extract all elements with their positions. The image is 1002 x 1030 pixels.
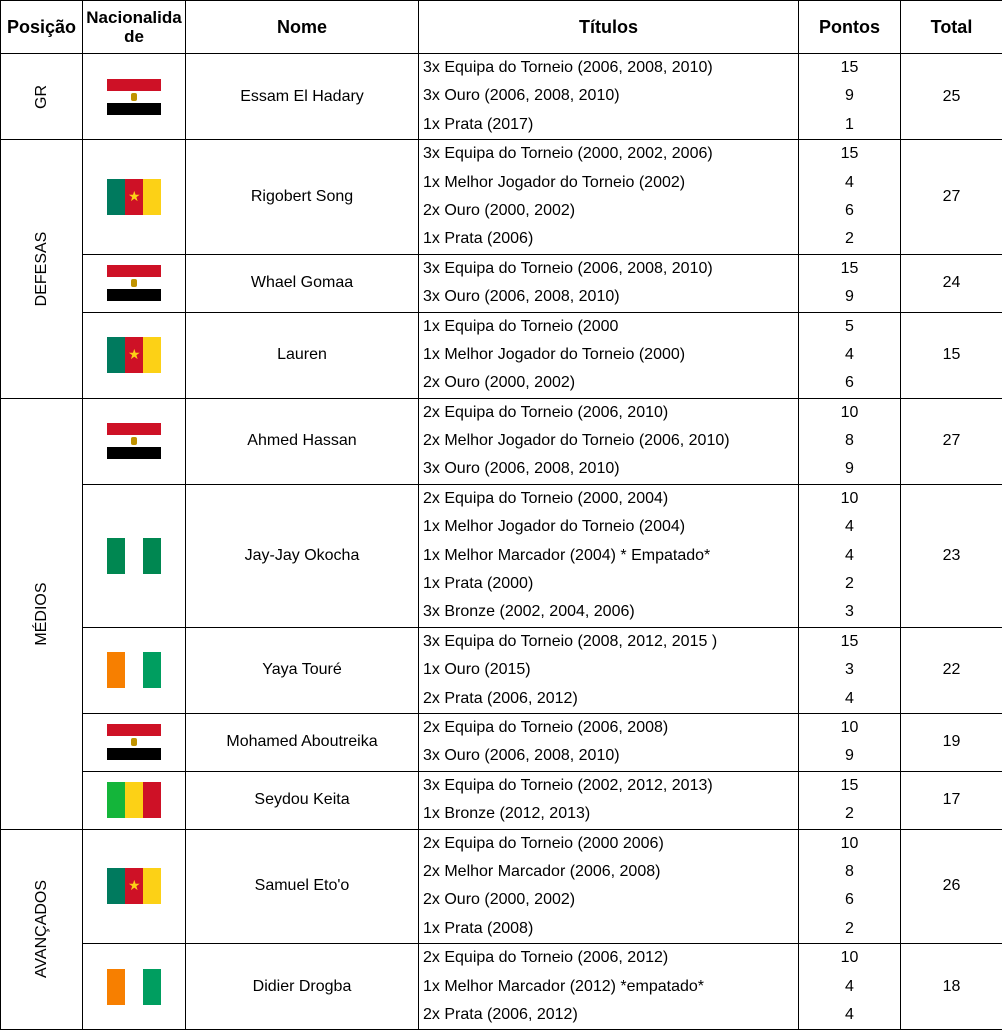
- points-line: 10: [799, 944, 900, 972]
- header-nacionalidade-text: Nacionalidade: [86, 8, 182, 46]
- egypt-flag-icon: [107, 265, 161, 301]
- table-row: [1, 398, 1002, 484]
- points-cell: [799, 254, 901, 312]
- points-cell: [799, 54, 901, 140]
- title-line: 3x Bronze (2002, 2004, 2006): [423, 598, 798, 626]
- title-line: 2x Equipa do Torneio (2000 2006): [423, 830, 798, 858]
- title-line: 1x Melhor Jogador do Torneio (2004): [423, 513, 798, 541]
- position-label: AVANÇADOS: [33, 880, 51, 978]
- title-line: 3x Ouro (2006, 2008, 2010): [423, 455, 798, 483]
- points-line: 3: [799, 656, 900, 684]
- nationality-cell: [83, 771, 186, 829]
- eagle-emblem-icon: [131, 437, 137, 445]
- table-row: [1, 312, 1002, 398]
- header-titulos: Títulos: [419, 1, 799, 54]
- points-line: 8: [799, 858, 900, 886]
- points-line: 4: [799, 1001, 900, 1029]
- player-name: Essam El Hadary: [186, 54, 419, 140]
- position-label: MÉDIOS: [33, 582, 51, 645]
- points-line: 9: [799, 82, 900, 110]
- star-icon: ★: [128, 188, 140, 204]
- header-total: Total: [901, 1, 1002, 54]
- nationality-cell: [83, 829, 186, 944]
- title-line: 3x Ouro (2006, 2008, 2010): [423, 82, 798, 110]
- titles-cell: [419, 944, 799, 1030]
- points-line: 4: [799, 973, 900, 1001]
- total-cell: 25: [901, 54, 1002, 140]
- title-line: 3x Ouro (2006, 2008, 2010): [423, 742, 798, 770]
- ivory-coast-flag-icon: [107, 969, 161, 1005]
- points-line: 15: [799, 140, 900, 168]
- title-line: 2x Melhor Marcador (2006, 2008): [423, 858, 798, 886]
- title-line: 2x Equipa do Torneio (2000, 2004): [423, 485, 798, 513]
- title-line: 1x Prata (2008): [423, 915, 798, 943]
- points-line: 6: [799, 197, 900, 225]
- points-line: 15: [799, 772, 900, 800]
- title-line: 2x Ouro (2000, 2002): [423, 197, 798, 225]
- star-icon: ★: [128, 346, 140, 362]
- position-label: GR: [33, 85, 51, 109]
- title-line: 3x Equipa do Torneio (2002, 2012, 2013): [423, 772, 798, 800]
- nationality-cell: [83, 398, 186, 484]
- points-line: 2: [799, 570, 900, 598]
- table-row: [1, 54, 1002, 140]
- title-line: 2x Equipa do Torneio (2006, 2010): [423, 399, 798, 427]
- nationality-cell: [83, 312, 186, 398]
- titles-cell: [419, 829, 799, 944]
- total-cell: 15: [901, 312, 1002, 398]
- titles-cell: [419, 771, 799, 829]
- table-row: [1, 829, 1002, 944]
- player-name: Yaya Touré: [186, 627, 419, 713]
- header-pontos: Pontos: [799, 1, 901, 54]
- table-row: [1, 713, 1002, 771]
- table-body: [1, 54, 1002, 1030]
- titles-cell: [419, 54, 799, 140]
- points-cell: [799, 627, 901, 713]
- cameroon-flag-icon: [107, 337, 161, 373]
- points-cell: [799, 312, 901, 398]
- header-row: [1, 1, 1002, 54]
- points-line: 4: [799, 513, 900, 541]
- points-line: 4: [799, 341, 900, 369]
- position-cell: [1, 398, 83, 829]
- points-line: 4: [799, 685, 900, 713]
- player-name: Lauren: [186, 312, 419, 398]
- title-line: 1x Ouro (2015): [423, 656, 798, 684]
- points-line: 4: [799, 169, 900, 197]
- player-name: Mohamed Aboutreika: [186, 713, 419, 771]
- title-line: 2x Prata (2006, 2012): [423, 1001, 798, 1029]
- title-line: 2x Prata (2006, 2012): [423, 685, 798, 713]
- points-line: 2: [799, 225, 900, 253]
- points-line: 9: [799, 742, 900, 770]
- points-cell: [799, 944, 901, 1030]
- egypt-flag-icon: [107, 724, 161, 760]
- cameroon-flag-icon: [107, 179, 161, 215]
- points-line: 9: [799, 455, 900, 483]
- total-cell: 24: [901, 254, 1002, 312]
- titles-cell: [419, 484, 799, 627]
- title-line: 3x Equipa do Torneio (2006, 2008, 2010): [423, 54, 798, 82]
- title-line: 1x Bronze (2012, 2013): [423, 800, 798, 828]
- header-posicao: Posição: [1, 1, 83, 54]
- position-cell: [1, 829, 83, 1030]
- title-line: 2x Ouro (2000, 2002): [423, 369, 798, 397]
- points-line: 15: [799, 255, 900, 283]
- header-nacionalidade: [83, 1, 186, 54]
- points-cell: [799, 398, 901, 484]
- titles-cell: [419, 398, 799, 484]
- titles-cell: [419, 312, 799, 398]
- header-nome: Nome: [186, 1, 419, 54]
- table-row: [1, 944, 1002, 1030]
- points-line: 15: [799, 54, 900, 82]
- player-name: Rigobert Song: [186, 140, 419, 255]
- points-line: 5: [799, 313, 900, 341]
- title-line: 2x Melhor Jogador do Torneio (2006, 2010): [423, 427, 798, 455]
- player-name: Ahmed Hassan: [186, 398, 419, 484]
- player-name: Didier Drogba: [186, 944, 419, 1030]
- points-line: 10: [799, 830, 900, 858]
- title-line: 1x Equipa do Torneio (2000: [423, 313, 798, 341]
- title-line: 1x Melhor Marcador (2004) * Empatado*: [423, 542, 798, 570]
- nationality-cell: [83, 140, 186, 255]
- mali-flag-icon: [107, 782, 161, 818]
- nationality-cell: [83, 54, 186, 140]
- title-line: 3x Equipa do Torneio (2008, 2012, 2015 ): [423, 628, 798, 656]
- points-cell: [799, 484, 901, 627]
- titles-cell: [419, 140, 799, 255]
- nigeria-flag-icon: [107, 538, 161, 574]
- eagle-emblem-icon: [131, 738, 137, 746]
- table-row: [1, 254, 1002, 312]
- title-line: 3x Ouro (2006, 2008, 2010): [423, 283, 798, 311]
- position-cell: [1, 54, 83, 140]
- title-line: 2x Equipa do Torneio (2006, 2008): [423, 714, 798, 742]
- position-label: DEFESAS: [33, 232, 51, 307]
- points-line: 15: [799, 628, 900, 656]
- title-line: 1x Prata (2000): [423, 570, 798, 598]
- egypt-flag-icon: [107, 423, 161, 459]
- nationality-cell: [83, 713, 186, 771]
- titles-cell: [419, 713, 799, 771]
- cameroon-flag-icon: [107, 868, 161, 904]
- points-line: 10: [799, 399, 900, 427]
- total-cell: 26: [901, 829, 1002, 944]
- points-cell: [799, 829, 901, 944]
- player-name: Jay-Jay Okocha: [186, 484, 419, 627]
- nationality-cell: [83, 627, 186, 713]
- title-line: 2x Equipa do Torneio (2006, 2012): [423, 944, 798, 972]
- title-line: 1x Melhor Jogador do Torneio (2002): [423, 169, 798, 197]
- nationality-cell: [83, 944, 186, 1030]
- title-line: 1x Prata (2006): [423, 225, 798, 253]
- title-line: 3x Equipa do Torneio (2006, 2008, 2010): [423, 255, 798, 283]
- points-line: 10: [799, 714, 900, 742]
- points-line: 8: [799, 427, 900, 455]
- egypt-flag-icon: [107, 79, 161, 115]
- titles-cell: [419, 627, 799, 713]
- total-cell: 19: [901, 713, 1002, 771]
- total-cell: 17: [901, 771, 1002, 829]
- eagle-emblem-icon: [131, 93, 137, 101]
- title-line: 2x Ouro (2000, 2002): [423, 886, 798, 914]
- total-cell: 23: [901, 484, 1002, 627]
- points-line: 2: [799, 915, 900, 943]
- points-line: 6: [799, 886, 900, 914]
- total-cell: 27: [901, 140, 1002, 255]
- eagle-emblem-icon: [131, 279, 137, 287]
- player-name: Samuel Eto'o: [186, 829, 419, 944]
- table-row: [1, 627, 1002, 713]
- table-row: [1, 140, 1002, 255]
- points-line: 6: [799, 369, 900, 397]
- title-line: 1x Melhor Jogador do Torneio (2000): [423, 341, 798, 369]
- title-line: 3x Equipa do Torneio (2000, 2002, 2006): [423, 140, 798, 168]
- total-cell: 27: [901, 398, 1002, 484]
- star-icon: ★: [128, 877, 140, 893]
- nationality-cell: [83, 484, 186, 627]
- total-cell: 18: [901, 944, 1002, 1030]
- titles-cell: [419, 254, 799, 312]
- title-line: 1x Melhor Marcador (2012) *empatado*: [423, 973, 798, 1001]
- player-name: Seydou Keita: [186, 771, 419, 829]
- points-line: 4: [799, 542, 900, 570]
- table-row: [1, 484, 1002, 627]
- table-row: [1, 771, 1002, 829]
- position-cell: [1, 140, 83, 399]
- player-name: Whael Gomaa: [186, 254, 419, 312]
- points-cell: [799, 771, 901, 829]
- points-cell: [799, 713, 901, 771]
- points-cell: [799, 140, 901, 255]
- points-line: 3: [799, 598, 900, 626]
- ivory-coast-flag-icon: [107, 652, 161, 688]
- title-line: 1x Prata (2017): [423, 111, 798, 139]
- points-line: 9: [799, 283, 900, 311]
- nationality-cell: [83, 254, 186, 312]
- total-cell: 22: [901, 627, 1002, 713]
- points-line: 1: [799, 111, 900, 139]
- points-line: 2: [799, 800, 900, 828]
- points-line: 10: [799, 485, 900, 513]
